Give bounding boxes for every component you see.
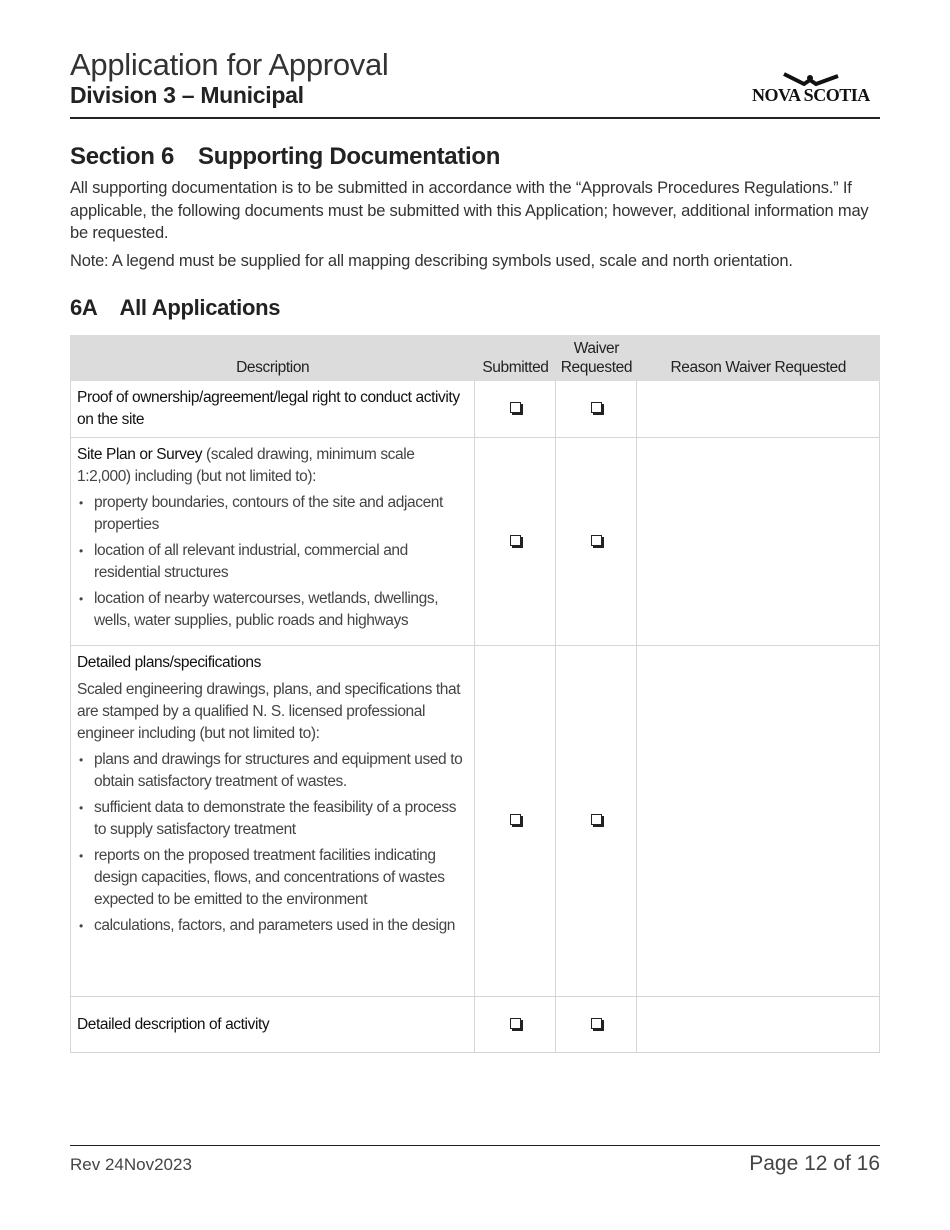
list-item: • calculations, factors, and parameters used in the design bbox=[77, 915, 468, 937]
row-description: Site Plan or Survey (scaled drawing, minimum scale 1:2,000) including (but not limited to): • property boundaries, contours of the site and adjacent properties • location of all relevant industrial, commercial and residential structures • location of nearby watercourses, wetlands, dwellings, wells, water supplies, public roads and highways bbox=[71, 438, 475, 646]
reason-field[interactable] bbox=[637, 646, 880, 997]
revision-date: Rev 24Nov2023 bbox=[70, 1155, 192, 1174]
submitted-checkbox[interactable] bbox=[510, 814, 521, 825]
header-submitted: Submitted bbox=[475, 336, 556, 381]
table-row bbox=[71, 997, 880, 1053]
table-header-row bbox=[71, 336, 880, 381]
page-header bbox=[70, 48, 880, 119]
header-description: Description bbox=[71, 336, 475, 381]
subsection-heading: 6A All Applications bbox=[70, 295, 281, 320]
list-item: • location of all relevant industrial, commercial and residential structures bbox=[77, 540, 468, 584]
submitted-checkbox[interactable] bbox=[510, 1018, 521, 1029]
row-description: Proof of ownership/agreement/legal right to conduct activity on the site bbox=[71, 381, 475, 438]
logo-text: NOVA SCOTIA bbox=[752, 85, 870, 105]
table-row bbox=[71, 381, 880, 438]
reason-field[interactable] bbox=[637, 381, 880, 438]
document-title: Application for Approval bbox=[70, 47, 389, 82]
list-item: • location of nearby watercourses, wetlands, dwellings, wells, water supplies, public roads and highways bbox=[77, 588, 468, 632]
list-item: • reports on the proposed treatment facilities indicating design capacities, flows, and concentrations of wastes expected to be emitted to the environment bbox=[77, 845, 468, 911]
waiver-checkbox[interactable] bbox=[591, 402, 602, 413]
submitted-checkbox[interactable] bbox=[510, 535, 521, 546]
supporting-documents-table bbox=[70, 335, 880, 1053]
section-intro: All supporting documentation is to be submitted in accordance with the “Approvals Procedures Regulations.” If applicable, the following documents must be submitted with this Application; however, additional information may be requested. bbox=[70, 179, 869, 242]
section-heading: Section 6 Supporting Documentation bbox=[70, 143, 501, 170]
document-subtitle: Division 3 – Municipal bbox=[70, 82, 304, 108]
row-description: Detailed description of activity bbox=[71, 997, 475, 1053]
table-row bbox=[71, 438, 880, 646]
section-note: Note: A legend must be supplied for all mapping describing symbols used, scale and north orientation. bbox=[70, 252, 793, 270]
header-waiver-requested: Waiver Requested bbox=[556, 336, 637, 381]
page-number: Page 12 of 16 bbox=[749, 1152, 880, 1175]
submitted-checkbox[interactable] bbox=[510, 402, 521, 413]
list-item: • plans and drawings for structures and equipment used to obtain satisfactory treatment of wastes. bbox=[77, 749, 468, 793]
reason-field[interactable] bbox=[637, 438, 880, 646]
header-reason: Reason Waiver Requested bbox=[637, 336, 880, 381]
page-footer bbox=[70, 1145, 880, 1176]
waiver-checkbox[interactable] bbox=[591, 1018, 602, 1029]
list-item: • sufficient data to demonstrate the feasibility of a process to supply satisfactory treatment bbox=[77, 797, 468, 841]
row-description: Detailed plans/specifications Scaled engineering drawings, plans, and specifications that are stamped by a qualified N. S. licensed professional engineer including (but not limited to): • plans and drawings for structures and equipment used to obtain satisfactory treatment of wastes. • sufficient data to demonstrate the feasibility of a process to supply satisfactory treatment • reports on the proposed treatment facilities indicating design capacities, flows, and concentrations of wastes expected to be emitted to the environment • calculations, factors, and parameters used in the design bbox=[71, 646, 475, 997]
table-row bbox=[71, 646, 880, 997]
list-item: • property boundaries, contours of the site and adjacent properties bbox=[77, 492, 468, 536]
waiver-checkbox[interactable] bbox=[591, 814, 602, 825]
waiver-checkbox[interactable] bbox=[591, 535, 602, 546]
reason-field[interactable] bbox=[637, 997, 880, 1053]
nova-scotia-logo bbox=[752, 72, 880, 108]
